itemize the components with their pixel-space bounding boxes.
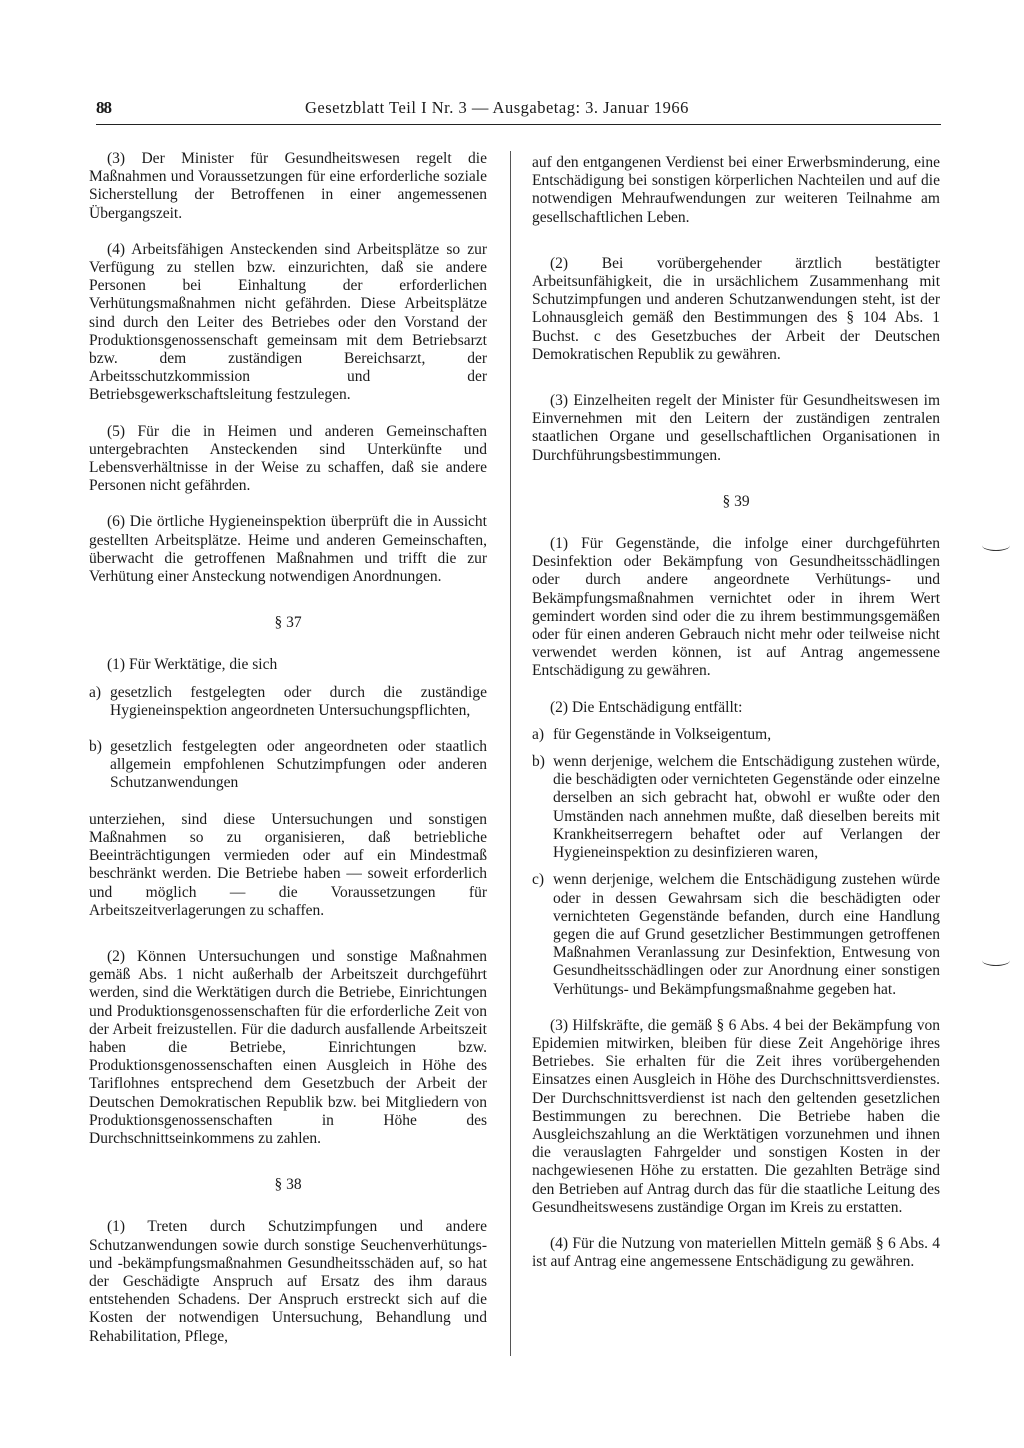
paragraph-36-5: (5) Für die in Heimen und anderen Gemeinschaften untergebrachten Ansteckenden sind Unterkünfte und Lebensverhältnisse in der Weise zu schaffen, daß sie andere Personen nicht gefährden. bbox=[89, 422, 487, 495]
column-divider bbox=[510, 151, 511, 1356]
paragraph-38-1: (1) Treten durch Schutzimpfungen und andere Schutzanwendungen sowie durch sonstige Seuchenverhütungs- und -bekämpfungsmaßnahmen Gesundheitsschäden auf, so hat der Geschädigte Anspruch auf Ersatz des ihm daraus entstehenden Schadens. Der Anspruch erstreckt sich auf die Kosten der notwendigen Untersuchung, Behandlung und Rehabilitation, Pflege, bbox=[89, 1218, 487, 1345]
paragraph-38-3: (3) Einzelheiten regelt der Minister für Gesundheitswesen im Einvernehmen mit den Leitern der zuständigen zentralen staatlichen Organe und gesellschaftlichen Organisationen in Durchführungsbestimmungen. bbox=[532, 392, 940, 464]
list-item-39-b bbox=[532, 753, 940, 862]
paragraph-37-1-intro: (1) Für Werktätige, die sich bbox=[107, 656, 278, 674]
list-text: gesetzlich festgelegten oder angeordneten oder staatlich allgemein empfohlenen Schutzimpfungen oder anderen Schutzanwendungen bbox=[110, 738, 487, 792]
margin-mark bbox=[982, 955, 1010, 966]
list-text: wenn derjenige, welchem die Entschädigung zustehen würde, die beschädigten oder vernichteten Gegenstände oder einzelne derselben an sich gebracht hat, obwohl er wußte oder den Umständen nach annehmen mußte, daß dieselben bereits mit Krankheitserregern behaftet oder auf Verlangen der Hygieneinspektion zu desinfizieren waren, bbox=[553, 753, 940, 862]
paragraph-36-4: (4) Arbeitsfähigen Ansteckenden sind Arbeitsplätze so zur Verfügung zu stellen bzw. einzurichten, daß sie andere Personen bei Einhaltung der erforderlichen Verhütungsmaßnahmen nicht gefährden. Diese Arbeitsplätze sind durch den Leiter des Betriebes oder den Vorstand der Produktionsgenossenschaft gemeinsam mit dem Betriebsarzt bzw. dem zuständigen Bereichsarzt, der Arbeitsschutzkommission und der Betriebsgewerkschaftsleitung festzulegen. bbox=[89, 240, 487, 404]
list-item-37-a bbox=[89, 684, 487, 720]
paragraph-39-1: (1) Für Gegenstände, die infolge einer durchgeführten Desinfektion oder Bekämpfung von Gesundheitsschädlingen oder durch andere angeordnete Verhütungs- und Bekämpfungsmaßnahmen vernichtet oder in ihrem Wert gemindert worden sind oder die zu ihrem bestimmungsgemäßen oder für einen anderen Gebrauch nicht mehr oder teilweise nicht verwendet werden können, ist auf Antrag angemessene Entschädigung zu gewähren. bbox=[532, 535, 940, 680]
paragraph-38-2: (2) Bei vorübergehender ärztlich bestätigter Arbeitsunfähigkeit, die in ursächlichem Zusammenhang mit Schutzimpfungen und anderen Schutzanwendungen steht, ist der Lohnausgleich gemäß den Bestimmungen des § 104 Abs. 1 Buchst. c des Gesetzbuches der Arbeit der Deutschen Demokratischen Republik zu gewähren. bbox=[532, 254, 940, 363]
page-header bbox=[96, 94, 941, 125]
paragraph-36-6: (6) Die örtliche Hygieneinspektion überprüft die in Aussicht gestellten Arbeitsplätze. Heime und anderen Gemeinschaften, überwacht die getroffenen Maßnahmen und trifft die zur Verhütung einer Ansteckung notwendigen Anordnungen. bbox=[89, 513, 487, 586]
list-label: b) bbox=[532, 753, 545, 771]
section-heading-38: § 38 bbox=[274, 1176, 302, 1194]
list-text: für Gegenstände in Volkseigentum, bbox=[553, 725, 772, 743]
right-column bbox=[532, 154, 940, 1271]
paragraph-39-2-intro: (2) Die Entschädigung entfällt: bbox=[550, 698, 743, 716]
paragraph-38-1-continued: auf den entgangenen Verdienst bei einer Erwerbsminderung, eine Entschädigung bei sonstigen körperlichen Nachteilen und auf die notwendigen Mehraufwendungen zur weiteren Teilnahme am gesellschaftlichen Leben. bbox=[532, 154, 940, 226]
list-label: a) bbox=[89, 683, 102, 701]
margin-mark bbox=[982, 540, 1010, 551]
section-heading-39: § 39 bbox=[722, 492, 750, 510]
paragraph-37-1-continued: unterziehen, sind diese Untersuchungen und sonstigen Maßnahmen so zu organisieren, daß betriebliche Beeinträchtigungen vermieden oder auf ein Mindestmaß beschränkt werden. Die Betriebe haben — soweit erforderlich und möglich — die Voraussetzungen für Arbeitszeitverlagerungen zu schaffen. bbox=[89, 810, 487, 919]
paragraph-39-3: (3) Hilfskräfte, die gemäß § 6 Abs. 4 bei der Bekämpfung von Epidemien mitwirken, bleiben für diese Zeit Angehörige ihres Betriebes. Sie erhalten für die Zeit ihres vorübergehenden Einsatzes einen Ausgleich in Höhe des Durchschnittsverdienstes. Der Durchschnittsverdienst ist nach den geltenden gesetzlichen Bestimmungen zu berechnen. Die Betriebe haben die Ausgleichszahlung an die Werktätigen vorzunehmen und ihnen die verauslagten Fahrgelder und sonstigen Kosten in der nachgewiesenen Höhe zu erstatten. Die gezahlten Beträge sind den Betrieben auf Antrag durch das für die staatliche Leitung des Gesundheitswesens zuständige Organ im Kreis zu erstatten. bbox=[532, 1016, 940, 1216]
left-column bbox=[89, 150, 487, 1346]
paragraph-36-3: (3) Der Minister für Gesundheitswesen regelt die Maßnahmen und Voraussetzungen für eine erforderliche soziale Sicherstellung der Betroffenen in einer angemessenen Übergangszeit. bbox=[89, 150, 487, 222]
list-label: b) bbox=[89, 738, 102, 756]
paragraph-37-2: (2) Können Untersuchungen und sonstige Maßnahmen gemäß Abs. 1 nicht außerhalb der Arbeitszeit durchgeführt werden, sind die Werktätigen durch die Betriebe, Einrichtungen und Produktionsgenossenschaften für die erforderliche Zeit von der Arbeit freizustellen. Für die dadurch ausfallende Arbeitszeit haben die Betriebe, Einrichtungen bzw. Produktionsgenossenschaften einen Ausgleich in Höhe des Tariflohnes entsprechend dem Gesetzbuch der Arbeit der Deutschen Demokratischen Republik bzw. bei Mitgliedern von Produktionsgenossenschaften in Höhe des Durchschnittseinkommens zu zahlen. bbox=[89, 947, 487, 1147]
section-heading-37: § 37 bbox=[274, 614, 302, 632]
list-item-39-a bbox=[532, 726, 940, 744]
header-title: Gesetzblatt Teil I Nr. 3 — Ausgabetag: 3. Januar 1966 bbox=[305, 98, 689, 117]
list-text: wenn derjenige, welchem die Entschädigung zustehen würde oder in dessen Gewahrsam sich die beschädigten oder vernichteten Gegenstände befanden, durch eine Handlung gegen die auf Grund gesetzlicher Bestimmungen getroffenen Maßnahmen Veranlassung zur Desinfektion, Entwesung von Gesundheitsschädlingen oder zur Anordnung einer sonstigen Verhütungs- und Bekämpfungsmaßnahme gegeben hat. bbox=[553, 871, 940, 998]
list-label: a) bbox=[532, 725, 545, 743]
list-item-37-b bbox=[89, 738, 487, 793]
page-number: 88 bbox=[96, 98, 111, 117]
paragraph-39-4: (4) Für die Nutzung von materiellen Mitteln gemäß § 6 Abs. 4 ist auf Antrag eine angemessene Entschädigung zu gewähren. bbox=[532, 1234, 940, 1271]
list-label: c) bbox=[532, 871, 545, 889]
list-text: gesetzlich festgelegten oder durch die zuständige Hygieneinspektion angeordneten Untersuchungspflichten, bbox=[110, 683, 487, 719]
list-item-39-c bbox=[532, 871, 940, 998]
